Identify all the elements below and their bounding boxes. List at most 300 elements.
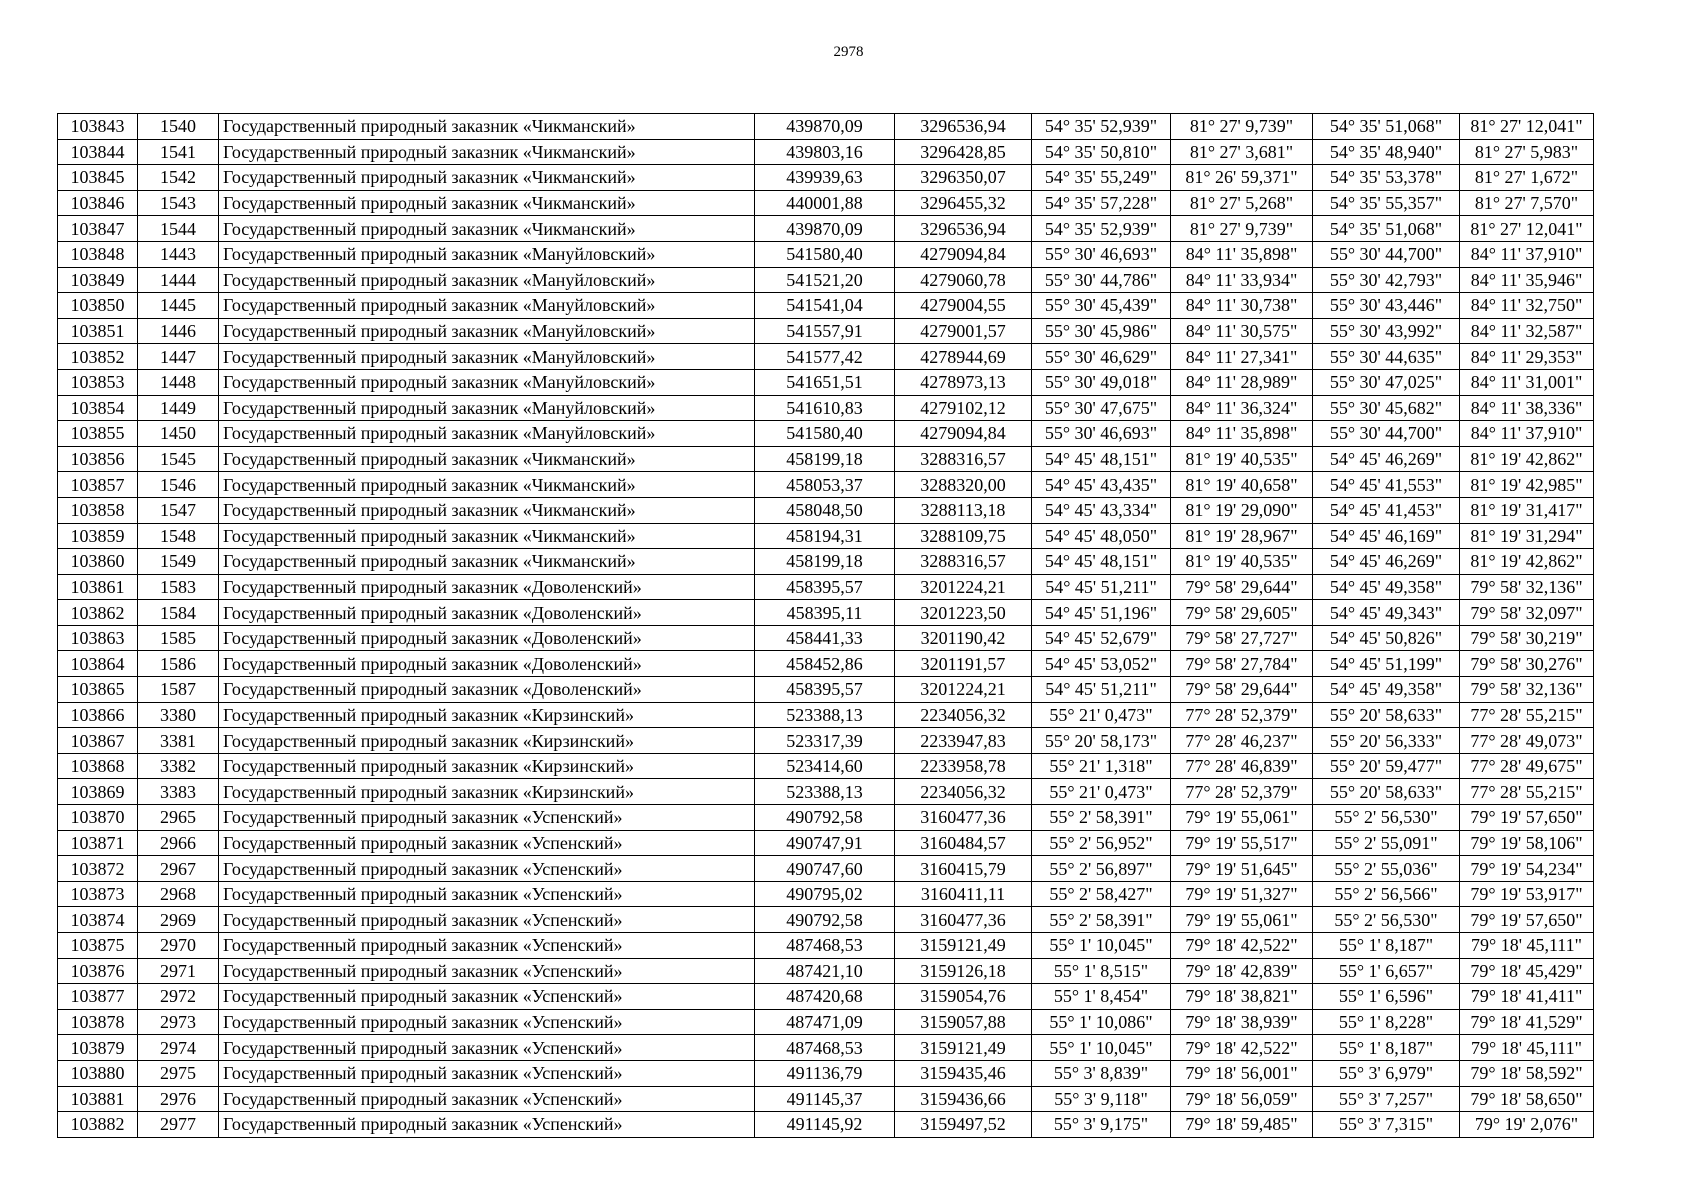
cell-coord-y: 3296536,94	[895, 216, 1032, 242]
cell-point-number: 2974	[138, 1035, 219, 1061]
table-row	[58, 1112, 1594, 1138]
cell-longitude-1: 84° 11' 30,575"	[1171, 318, 1313, 344]
cell-longitude-2: 84° 11' 37,910"	[1460, 241, 1594, 267]
table-row	[58, 446, 1594, 472]
cell-latitude-2: 55° 1' 8,187"	[1313, 1035, 1460, 1061]
cell-row-number: 103868	[58, 753, 138, 779]
table-row	[58, 728, 1594, 754]
cell-coord-x: 458395,57	[755, 574, 895, 600]
cell-row-number: 103867	[58, 728, 138, 754]
cell-row-number: 103877	[58, 984, 138, 1010]
cell-longitude-1: 79° 58' 29,605"	[1171, 600, 1313, 626]
table-row	[58, 344, 1594, 370]
cell-longitude-1: 79° 18' 42,839"	[1171, 958, 1313, 984]
cell-longitude-1: 84° 11' 36,324"	[1171, 395, 1313, 421]
cell-coord-y: 3288316,57	[895, 549, 1032, 575]
cell-latitude-2: 55° 20' 59,477"	[1313, 753, 1460, 779]
cell-point-number: 3381	[138, 728, 219, 754]
cell-row-number: 103869	[58, 779, 138, 805]
cell-coord-y: 2233958,78	[895, 753, 1032, 779]
cell-latitude-1: 55° 21' 0,473"	[1032, 779, 1171, 805]
table-row	[58, 421, 1594, 447]
cell-longitude-1: 79° 58' 27,727"	[1171, 625, 1313, 651]
cell-coord-x: 439870,09	[755, 114, 895, 140]
cell-point-number: 1547	[138, 497, 219, 523]
cell-latitude-1: 55° 1' 8,515"	[1032, 958, 1171, 984]
table-row	[58, 1009, 1594, 1035]
cell-coord-y: 4279004,55	[895, 293, 1032, 319]
cell-latitude-1: 55° 1' 10,045"	[1032, 1035, 1171, 1061]
cell-longitude-2: 77° 28' 55,215"	[1460, 702, 1594, 728]
cell-latitude-1: 55° 2' 56,897"	[1032, 856, 1171, 882]
cell-latitude-1: 55° 3' 8,839"	[1032, 1060, 1171, 1086]
cell-longitude-1: 79° 18' 38,939"	[1171, 1009, 1313, 1035]
cell-longitude-2: 77° 28' 49,675"	[1460, 753, 1594, 779]
cell-reserve-name: Государственный природный заказник «Чикманский»	[219, 165, 755, 191]
cell-longitude-1: 81° 26' 59,371"	[1171, 165, 1313, 191]
cell-latitude-2: 54° 45' 51,199"	[1313, 651, 1460, 677]
cell-longitude-2: 79° 19' 2,076"	[1460, 1112, 1594, 1138]
cell-longitude-2: 84° 11' 38,336"	[1460, 395, 1594, 421]
table-row	[58, 139, 1594, 165]
cell-reserve-name: Государственный природный заказник «Кирзинский»	[219, 753, 755, 779]
cell-longitude-2: 79° 19' 57,650"	[1460, 907, 1594, 933]
cell-latitude-1: 55° 3' 9,118"	[1032, 1086, 1171, 1112]
cell-point-number: 1584	[138, 600, 219, 626]
cell-reserve-name: Государственный природный заказник «Чикманский»	[219, 497, 755, 523]
cell-reserve-name: Государственный природный заказник «Мануйловский»	[219, 395, 755, 421]
cell-longitude-1: 79° 19' 51,327"	[1171, 881, 1313, 907]
cell-reserve-name: Государственный природный заказник «Мануйловский»	[219, 293, 755, 319]
cell-latitude-2: 54° 35' 55,357"	[1313, 190, 1460, 216]
cell-coord-x: 458395,57	[755, 677, 895, 703]
cell-point-number: 1546	[138, 472, 219, 498]
cell-coord-x: 458053,37	[755, 472, 895, 498]
cell-latitude-2: 55° 3' 7,257"	[1313, 1086, 1460, 1112]
cell-longitude-1: 84° 11' 33,934"	[1171, 267, 1313, 293]
cell-reserve-name: Государственный природный заказник «Успенский»	[219, 1060, 755, 1086]
cell-coord-x: 487471,09	[755, 1009, 895, 1035]
cell-reserve-name: Государственный природный заказник «Успенский»	[219, 958, 755, 984]
cell-longitude-2: 81° 27' 1,672"	[1460, 165, 1594, 191]
table-row	[58, 472, 1594, 498]
cell-latitude-1: 54° 35' 52,939"	[1032, 114, 1171, 140]
cell-latitude-2: 55° 1' 8,228"	[1313, 1009, 1460, 1035]
cell-longitude-2: 79° 58' 30,219"	[1460, 625, 1594, 651]
cell-latitude-2: 55° 30' 44,700"	[1313, 241, 1460, 267]
cell-coord-x: 439870,09	[755, 216, 895, 242]
cell-coord-y: 4278944,69	[895, 344, 1032, 370]
cell-row-number: 103878	[58, 1009, 138, 1035]
cell-reserve-name: Государственный природный заказник «Успенский»	[219, 907, 755, 933]
cell-latitude-1: 54° 45' 48,151"	[1032, 549, 1171, 575]
cell-coord-x: 487420,68	[755, 984, 895, 1010]
cell-coord-x: 458452,86	[755, 651, 895, 677]
cell-longitude-2: 77° 28' 55,215"	[1460, 779, 1594, 805]
cell-latitude-1: 55° 30' 45,439"	[1032, 293, 1171, 319]
cell-row-number: 103879	[58, 1035, 138, 1061]
cell-latitude-2: 55° 2' 55,036"	[1313, 856, 1460, 882]
cell-longitude-2: 84° 11' 37,910"	[1460, 421, 1594, 447]
cell-point-number: 3382	[138, 753, 219, 779]
cell-coord-x: 440001,88	[755, 190, 895, 216]
cell-point-number: 1543	[138, 190, 219, 216]
cell-point-number: 1585	[138, 625, 219, 651]
cell-point-number: 2972	[138, 984, 219, 1010]
cell-row-number: 103862	[58, 600, 138, 626]
cell-point-number: 1544	[138, 216, 219, 242]
cell-coord-y: 2234056,32	[895, 779, 1032, 805]
cell-longitude-1: 81° 27' 3,681"	[1171, 139, 1313, 165]
cell-reserve-name: Государственный природный заказник «Успенский»	[219, 1009, 755, 1035]
cell-longitude-1: 79° 18' 42,522"	[1171, 1035, 1313, 1061]
cell-longitude-1: 79° 18' 42,522"	[1171, 933, 1313, 959]
cell-latitude-1: 54° 45' 53,052"	[1032, 651, 1171, 677]
cell-latitude-2: 55° 20' 58,633"	[1313, 779, 1460, 805]
cell-longitude-2: 79° 19' 53,917"	[1460, 881, 1594, 907]
cell-coord-x: 541521,20	[755, 267, 895, 293]
cell-row-number: 103847	[58, 216, 138, 242]
cell-longitude-1: 81° 19' 40,535"	[1171, 549, 1313, 575]
cell-latitude-2: 55° 20' 56,333"	[1313, 728, 1460, 754]
cell-point-number: 1444	[138, 267, 219, 293]
cell-row-number: 103850	[58, 293, 138, 319]
cell-point-number: 1587	[138, 677, 219, 703]
cell-latitude-1: 55° 3' 9,175"	[1032, 1112, 1171, 1138]
cell-latitude-1: 54° 45' 52,679"	[1032, 625, 1171, 651]
cell-point-number: 2965	[138, 805, 219, 831]
cell-longitude-2: 84° 11' 32,587"	[1460, 318, 1594, 344]
table-row	[58, 190, 1594, 216]
cell-reserve-name: Государственный природный заказник «Чикманский»	[219, 446, 755, 472]
cell-longitude-2: 81° 19' 42,862"	[1460, 446, 1594, 472]
cell-longitude-2: 81° 27' 7,570"	[1460, 190, 1594, 216]
table-row	[58, 625, 1594, 651]
cell-reserve-name: Государственный природный заказник «Мануйловский»	[219, 344, 755, 370]
cell-point-number: 1449	[138, 395, 219, 421]
cell-point-number: 2970	[138, 933, 219, 959]
cell-latitude-2: 54° 45' 41,553"	[1313, 472, 1460, 498]
cell-longitude-1: 81° 19' 28,967"	[1171, 523, 1313, 549]
cell-coord-y: 3159057,88	[895, 1009, 1032, 1035]
cell-point-number: 1583	[138, 574, 219, 600]
cell-point-number: 2967	[138, 856, 219, 882]
cell-longitude-2: 84° 11' 29,353"	[1460, 344, 1594, 370]
cell-reserve-name: Государственный природный заказник «Чикманский»	[219, 190, 755, 216]
cell-reserve-name: Государственный природный заказник «Мануйловский»	[219, 318, 755, 344]
cell-longitude-1: 79° 19' 55,517"	[1171, 830, 1313, 856]
cell-longitude-1: 79° 19' 55,061"	[1171, 805, 1313, 831]
cell-coord-y: 3288113,18	[895, 497, 1032, 523]
cell-latitude-1: 55° 1' 10,086"	[1032, 1009, 1171, 1035]
table-row	[58, 702, 1594, 728]
table-row	[58, 574, 1594, 600]
cell-point-number: 1540	[138, 114, 219, 140]
cell-reserve-name: Государственный природный заказник «Чикманский»	[219, 472, 755, 498]
cell-coord-x: 458199,18	[755, 446, 895, 472]
cell-coord-x: 491136,79	[755, 1060, 895, 1086]
cell-latitude-1: 55° 2' 58,391"	[1032, 805, 1171, 831]
cell-latitude-2: 55° 2' 56,530"	[1313, 907, 1460, 933]
cell-longitude-2: 79° 18' 45,111"	[1460, 933, 1594, 959]
table-row	[58, 395, 1594, 421]
cell-longitude-1: 79° 58' 27,784"	[1171, 651, 1313, 677]
cell-longitude-1: 81° 27' 9,739"	[1171, 216, 1313, 242]
cell-coord-x: 490747,60	[755, 856, 895, 882]
cell-coord-x: 439939,63	[755, 165, 895, 191]
cell-latitude-2: 54° 45' 50,826"	[1313, 625, 1460, 651]
cell-reserve-name: Государственный природный заказник «Доволенский»	[219, 574, 755, 600]
cell-coord-y: 3160477,36	[895, 805, 1032, 831]
cell-longitude-2: 81° 27' 5,983"	[1460, 139, 1594, 165]
cell-row-number: 103864	[58, 651, 138, 677]
cell-latitude-1: 54° 35' 52,939"	[1032, 216, 1171, 242]
cell-coord-y: 3159436,66	[895, 1086, 1032, 1112]
cell-coord-x: 523414,60	[755, 753, 895, 779]
cell-latitude-2: 55° 30' 44,700"	[1313, 421, 1460, 447]
cell-longitude-2: 79° 18' 45,429"	[1460, 958, 1594, 984]
cell-coord-x: 458199,18	[755, 549, 895, 575]
table-row	[58, 267, 1594, 293]
cell-coord-y: 3159054,76	[895, 984, 1032, 1010]
cell-point-number: 2968	[138, 881, 219, 907]
cell-latitude-2: 55° 30' 45,682"	[1313, 395, 1460, 421]
cell-point-number: 1448	[138, 369, 219, 395]
table-row	[58, 165, 1594, 191]
table-row	[58, 779, 1594, 805]
cell-latitude-2: 54° 45' 49,358"	[1313, 574, 1460, 600]
cell-latitude-1: 54° 45' 51,211"	[1032, 677, 1171, 703]
cell-latitude-2: 54° 35' 51,068"	[1313, 216, 1460, 242]
cell-latitude-1: 55° 30' 46,629"	[1032, 344, 1171, 370]
cell-reserve-name: Государственный природный заказник «Мануйловский»	[219, 267, 755, 293]
cell-coord-y: 4279094,84	[895, 241, 1032, 267]
cell-latitude-2: 54° 35' 48,940"	[1313, 139, 1460, 165]
table-row	[58, 1035, 1594, 1061]
cell-row-number: 103855	[58, 421, 138, 447]
cell-latitude-1: 55° 30' 44,786"	[1032, 267, 1171, 293]
cell-latitude-2: 55° 30' 43,992"	[1313, 318, 1460, 344]
cell-coord-y: 3201224,21	[895, 677, 1032, 703]
cell-row-number: 103861	[58, 574, 138, 600]
cell-coord-y: 3296428,85	[895, 139, 1032, 165]
cell-point-number: 2973	[138, 1009, 219, 1035]
cell-latitude-1: 55° 21' 0,473"	[1032, 702, 1171, 728]
cell-reserve-name: Государственный природный заказник «Успенский»	[219, 856, 755, 882]
cell-reserve-name: Государственный природный заказник «Чикманский»	[219, 139, 755, 165]
cell-coord-y: 3159126,18	[895, 958, 1032, 984]
cell-row-number: 103856	[58, 446, 138, 472]
cell-coord-y: 3159435,46	[895, 1060, 1032, 1086]
cell-longitude-2: 81° 19' 31,294"	[1460, 523, 1594, 549]
cell-point-number: 1541	[138, 139, 219, 165]
cell-coord-x: 490792,58	[755, 805, 895, 831]
cell-coord-y: 3288109,75	[895, 523, 1032, 549]
cell-longitude-1: 84° 11' 27,341"	[1171, 344, 1313, 370]
cell-longitude-2: 84° 11' 32,750"	[1460, 293, 1594, 319]
cell-coord-y: 3201224,21	[895, 574, 1032, 600]
cell-latitude-2: 55° 30' 42,793"	[1313, 267, 1460, 293]
cell-latitude-1: 54° 45' 43,435"	[1032, 472, 1171, 498]
cell-reserve-name: Государственный природный заказник «Доволенский»	[219, 677, 755, 703]
cell-reserve-name: Государственный природный заказник «Успенский»	[219, 1086, 755, 1112]
cell-longitude-2: 79° 58' 30,276"	[1460, 651, 1594, 677]
cell-longitude-1: 84° 11' 35,898"	[1171, 421, 1313, 447]
cell-reserve-name: Государственный природный заказник «Мануйловский»	[219, 241, 755, 267]
cell-longitude-1: 77° 28' 52,379"	[1171, 779, 1313, 805]
cell-latitude-2: 55° 2' 55,091"	[1313, 830, 1460, 856]
cell-latitude-1: 54° 45' 48,050"	[1032, 523, 1171, 549]
cell-longitude-1: 81° 19' 40,658"	[1171, 472, 1313, 498]
cell-row-number: 103873	[58, 881, 138, 907]
cell-point-number: 1447	[138, 344, 219, 370]
cell-coord-x: 523388,13	[755, 779, 895, 805]
cell-reserve-name: Государственный природный заказник «Кирзинский»	[219, 728, 755, 754]
cell-point-number: 2971	[138, 958, 219, 984]
cell-row-number: 103860	[58, 549, 138, 575]
table-row	[58, 293, 1594, 319]
cell-latitude-2: 54° 45' 46,269"	[1313, 446, 1460, 472]
table-row	[58, 830, 1594, 856]
cell-coord-y: 3160411,11	[895, 881, 1032, 907]
cell-coord-y: 3160484,57	[895, 830, 1032, 856]
cell-reserve-name: Государственный природный заказник «Успенский»	[219, 933, 755, 959]
cell-coord-x: 541577,42	[755, 344, 895, 370]
cell-longitude-1: 79° 19' 51,645"	[1171, 856, 1313, 882]
cell-latitude-2: 54° 35' 53,378"	[1313, 165, 1460, 191]
cell-longitude-1: 79° 18' 38,821"	[1171, 984, 1313, 1010]
cell-coord-y: 3296350,07	[895, 165, 1032, 191]
cell-longitude-2: 79° 18' 41,529"	[1460, 1009, 1594, 1035]
cell-row-number: 103854	[58, 395, 138, 421]
cell-latitude-1: 55° 2' 58,391"	[1032, 907, 1171, 933]
cell-coord-y: 3288320,00	[895, 472, 1032, 498]
cell-latitude-1: 54° 45' 48,151"	[1032, 446, 1171, 472]
cell-coord-x: 487468,53	[755, 933, 895, 959]
cell-latitude-1: 55° 21' 1,318"	[1032, 753, 1171, 779]
cell-coord-y: 4279060,78	[895, 267, 1032, 293]
cell-reserve-name: Государственный природный заказник «Доволенский»	[219, 625, 755, 651]
cell-row-number: 103876	[58, 958, 138, 984]
cell-latitude-2: 55° 2' 56,566"	[1313, 881, 1460, 907]
cell-coord-x: 490747,91	[755, 830, 895, 856]
cell-reserve-name: Государственный природный заказник «Чикманский»	[219, 114, 755, 140]
cell-longitude-1: 79° 58' 29,644"	[1171, 574, 1313, 600]
cell-point-number: 3380	[138, 702, 219, 728]
cell-reserve-name: Государственный природный заказник «Кирзинский»	[219, 779, 755, 805]
table-row	[58, 523, 1594, 549]
cell-reserve-name: Государственный природный заказник «Мануйловский»	[219, 421, 755, 447]
cell-longitude-2: 81° 19' 31,417"	[1460, 497, 1594, 523]
cell-coord-x: 523317,39	[755, 728, 895, 754]
table-row	[58, 984, 1594, 1010]
cell-row-number: 103857	[58, 472, 138, 498]
cell-coord-y: 4278973,13	[895, 369, 1032, 395]
cell-coord-y: 2233947,83	[895, 728, 1032, 754]
table-row	[58, 600, 1594, 626]
cell-reserve-name: Государственный природный заказник «Доволенский»	[219, 600, 755, 626]
cell-row-number: 103882	[58, 1112, 138, 1138]
cell-latitude-1: 55° 30' 46,693"	[1032, 421, 1171, 447]
cell-longitude-2: 79° 18' 58,650"	[1460, 1086, 1594, 1112]
cell-point-number: 1542	[138, 165, 219, 191]
cell-latitude-1: 54° 45' 51,211"	[1032, 574, 1171, 600]
cell-reserve-name: Государственный природный заказник «Успенский»	[219, 984, 755, 1010]
cell-coord-x: 487421,10	[755, 958, 895, 984]
cell-longitude-2: 81° 19' 42,985"	[1460, 472, 1594, 498]
cell-row-number: 103849	[58, 267, 138, 293]
cell-latitude-2: 54° 45' 49,358"	[1313, 677, 1460, 703]
cell-row-number: 103844	[58, 139, 138, 165]
cell-coord-y: 3160415,79	[895, 856, 1032, 882]
cell-coord-x: 458395,11	[755, 600, 895, 626]
cell-row-number: 103848	[58, 241, 138, 267]
table-row	[58, 881, 1594, 907]
cell-longitude-2: 77° 28' 49,073"	[1460, 728, 1594, 754]
cell-longitude-2: 79° 58' 32,136"	[1460, 677, 1594, 703]
table-row	[58, 241, 1594, 267]
cell-latitude-1: 55° 20' 58,173"	[1032, 728, 1171, 754]
table-row	[58, 549, 1594, 575]
table-row	[58, 677, 1594, 703]
cell-latitude-2: 55° 30' 43,446"	[1313, 293, 1460, 319]
cell-row-number: 103875	[58, 933, 138, 959]
table-row	[58, 497, 1594, 523]
cell-coord-x: 490795,02	[755, 881, 895, 907]
cell-coord-x: 541651,51	[755, 369, 895, 395]
cell-row-number: 103881	[58, 1086, 138, 1112]
cell-point-number: 1586	[138, 651, 219, 677]
cell-row-number: 103843	[58, 114, 138, 140]
cell-coord-x: 458194,31	[755, 523, 895, 549]
cell-latitude-1: 54° 45' 43,334"	[1032, 497, 1171, 523]
cell-longitude-2: 79° 58' 32,097"	[1460, 600, 1594, 626]
cell-point-number: 3383	[138, 779, 219, 805]
cell-coord-x: 523388,13	[755, 702, 895, 728]
cell-coord-x: 541580,40	[755, 421, 895, 447]
cell-row-number: 103852	[58, 344, 138, 370]
table-row	[58, 1086, 1594, 1112]
cell-latitude-2: 54° 35' 51,068"	[1313, 114, 1460, 140]
cell-point-number: 1548	[138, 523, 219, 549]
cell-longitude-1: 84° 11' 35,898"	[1171, 241, 1313, 267]
cell-latitude-2: 55° 1' 6,657"	[1313, 958, 1460, 984]
cell-reserve-name: Государственный природный заказник «Успенский»	[219, 1112, 755, 1138]
page-number: 2978	[833, 44, 864, 60]
cell-latitude-2: 54° 45' 41,453"	[1313, 497, 1460, 523]
cell-coord-y: 3160477,36	[895, 907, 1032, 933]
cell-latitude-2: 55° 3' 6,979"	[1313, 1060, 1460, 1086]
cell-coord-y: 3288316,57	[895, 446, 1032, 472]
cell-latitude-1: 55° 1' 10,045"	[1032, 933, 1171, 959]
table-row	[58, 1060, 1594, 1086]
cell-latitude-2: 55° 1' 6,596"	[1313, 984, 1460, 1010]
cell-reserve-name: Государственный природный заказник «Мануйловский»	[219, 369, 755, 395]
cell-coord-x: 439803,16	[755, 139, 895, 165]
cell-longitude-1: 79° 18' 56,059"	[1171, 1086, 1313, 1112]
cell-latitude-1: 55° 1' 8,454"	[1032, 984, 1171, 1010]
cell-longitude-1: 77° 28' 46,237"	[1171, 728, 1313, 754]
cell-latitude-2: 54° 45' 46,169"	[1313, 523, 1460, 549]
cell-reserve-name: Государственный природный заказник «Успенский»	[219, 805, 755, 831]
cell-longitude-2: 81° 27' 12,041"	[1460, 114, 1594, 140]
cell-coord-x: 491145,37	[755, 1086, 895, 1112]
cell-row-number: 103870	[58, 805, 138, 831]
cell-reserve-name: Государственный природный заказник «Чикманский»	[219, 549, 755, 575]
cell-coord-x: 491145,92	[755, 1112, 895, 1138]
cell-coord-y: 3159497,52	[895, 1112, 1032, 1138]
table-row	[58, 933, 1594, 959]
